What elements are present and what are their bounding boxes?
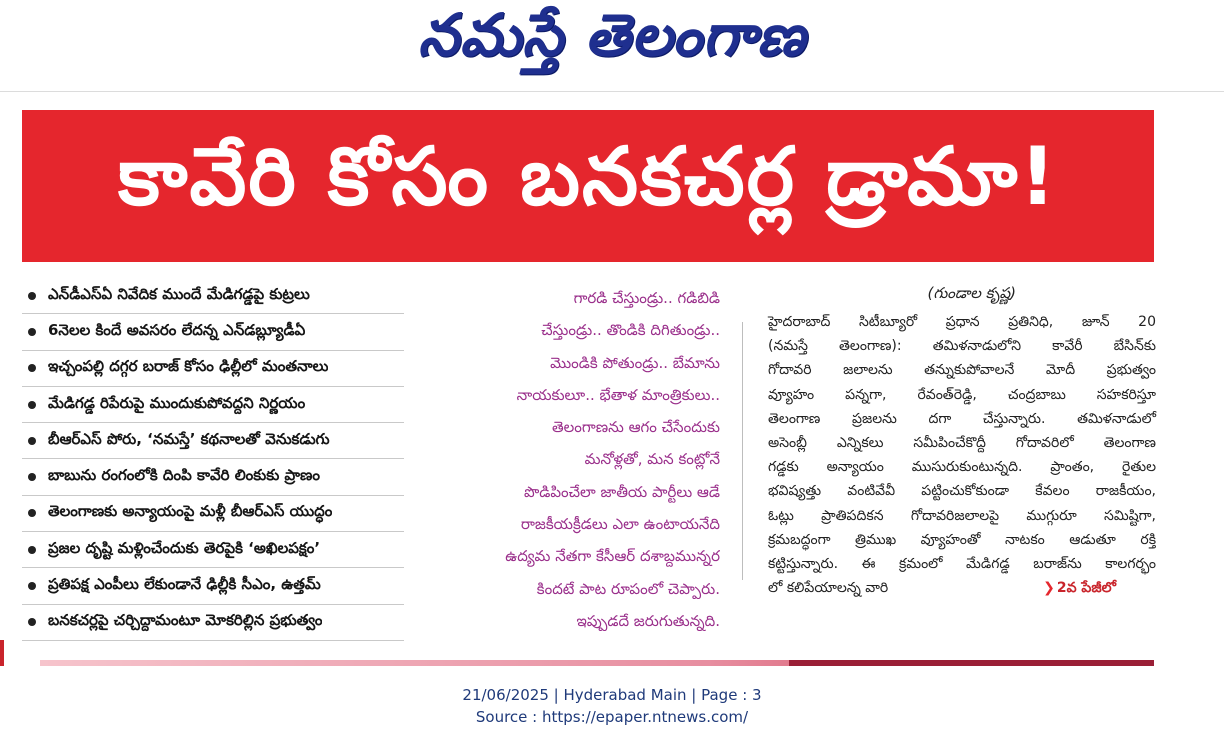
bullet-icon [28,582,36,590]
edition-info: 21/06/2025 | Hyderabad Main | Page : 3 [462,686,762,704]
byline: (గుండాల కృష్ణ) [927,284,1016,302]
highlight-item [22,278,404,314]
highlight-item [22,314,404,350]
poem-line: పొడిపించేలా జాతీయ పార్టీలు ఆడే [523,482,720,501]
bullet-icon [28,292,36,300]
poem-line: కిందటే పాట రూపంలో చెప్పారు. [536,579,720,598]
article-line: అసెంబ్లీ ఎన్నికలు సమీపించేకొద్దీ గోదావరిలో తెలంగాణ [768,435,1156,452]
highlight-text: తెలంగాణకు అన్యాయంపై మళ్లీ బీఆర్‌ఎస్ యుద్ధం [48,502,333,521]
article-line: క్రమబద్ధంగా త్రిముఖ వ్యూహంతో నాటకం ఆడుతూ రక్తి [768,531,1156,548]
masthead-title: నమస్తే తెలంగాణ [418,0,806,69]
bullet-icon [28,437,36,445]
highlight-text: ఇచ్చంపల్లి దగ్గర బరాజ్ కోసం ఢిల్లీలో మంతనాలు [48,357,329,376]
source-link[interactable]: Source : https://epaper.ntnews.com/ [475,708,749,726]
highlight-item [22,496,404,532]
poem-line: తెలంగాణను ఆగం చేసేందుకు [551,418,720,437]
highlight-text: బనకచర్లపై చర్చిద్దామంటూ మోకరిల్లిన ప్రభుత్వం [48,611,323,630]
edge-marker [0,640,4,666]
bullet-icon [28,473,36,481]
poem-line: రాజకీయక్రీడలు ఎలా ఉంటాయనేది [520,515,720,534]
article-line: లో కలిపేయాలన్న వారి [768,580,889,597]
article-line: భవిష్యత్తు వంటివేవీ పట్టించుకోకుండా కేవలం రాజకీయం, [768,483,1156,500]
article-line: తెలంగాణ ప్రజలను దగా చేస్తున్నారు. తమిళనాడులో [768,410,1156,427]
bullet-icon [28,364,36,372]
highlight-item [22,605,404,641]
continued-link[interactable] [1043,576,1116,600]
highlight-text: 6నెలల కిందే అవసరం లేదన్న ఎన్‌డబ్ల్యూడీఏ [48,320,306,339]
bullet-icon [28,401,36,409]
headline-banner [22,110,1154,262]
poem-line: గారడి చేస్తుండ్రు.. గడిబిడి [573,289,720,307]
article-body [768,284,1156,600]
article-line: (నమస్తే తెలంగాణ): తమిళనాడులోని కావేరీ బేసిన్‌కు [768,338,1156,355]
poem-quote [420,282,720,637]
highlight-item [22,568,404,604]
poem-line: ఇప్పుడదే జరుగుతున్నది. [576,611,720,630]
highlight-text: బీఆర్‌ఎస్ పోరు, ‘నమస్తే’ కథనాలతో వెనుకడుగు [48,429,330,448]
footer-accent-dark [789,660,1154,666]
highlight-item [22,532,404,568]
highlight-text: ప్రజల దృష్టి మళ్లించేందుకు తెరపైకి ‘అఖిలపక్షం’ [48,538,321,557]
bullet-icon [28,618,36,626]
article-line: వ్యూహం పన్నగా, రేవంత్‌రెడ్డి, చంద్రబాబు సహకరిస్తూ [768,386,1156,403]
page-footer [0,684,1224,728]
highlight-item [22,459,404,495]
poem-line: ఉద్యమ నేతగా కేసీఆర్ దశాబ్దమున్నర [505,547,720,566]
poem-line: చేస్తుండ్రు.. తొండికి దిగితుండ్రు.. [541,321,720,340]
poem-line: మొండికి పోతుండ్రు.. బేమాను [550,353,720,372]
bullet-icon [28,546,36,554]
masthead-divider [0,91,1224,92]
continued-label: 2వ పేజీలో [1056,580,1116,597]
article-line: హైదరాబాద్ సిటీబ్యూరో ప్రధాన ప్రతినిధి, జూన్ 20 [768,314,1156,330]
headline-text: కావేరి కోసం బనకచర్ల డ్రామా! [118,129,1058,223]
poem-line: నాయకులూ.. భేతాళ మాంత్రికులు.. [516,385,720,404]
poem-line: మనోళ్లతో, మన కంట్లోనే [584,450,720,469]
highlights-list [22,278,404,641]
article-line: ఓట్లు ప్రాతిపదికన గోదావరిజలాలపై ముగ్గురూ సమిష్టిగా, [768,507,1156,524]
highlight-text: బాబును రంగంలోకి దింపి కావేరి లింకుకు ప్రాణం [48,466,320,485]
article-line: కట్టిస్తున్నారు. ఈ క్రమంలో మేడిగడ్డ బరాజ్‌ను కాలగర్భం [768,556,1156,573]
highlight-item [22,351,404,387]
bullet-icon [28,509,36,517]
arrow-icon: ❯ [1043,580,1055,597]
footer-accent-bar [40,660,1154,666]
highlight-item [22,423,404,459]
newspaper-masthead [0,2,1224,82]
highlight-text: ప్రతిపక్ష ఎంపీలు లేకుండానే ఢిల్లీకి సీఎం, ఉత్తమ్ [48,575,321,594]
highlight-text: ఎన్‌డీఎస్‌ఏ నివేదిక ముందే మేడిగడ్డపై కుట్రలు [48,284,310,303]
article-line: గోదావరి జలాలను తన్నుకుపోవాలనే మోదీ ప్రభుత్వం [768,362,1156,379]
bullet-icon [28,328,36,336]
column-divider [742,322,743,580]
highlight-item [22,387,404,423]
highlight-text: మేడిగడ్డ రిపేరుపై ముందుకుపోవద్దని నిర్ణయం [48,393,306,412]
article-line: గడ్డకు అన్యాయం ముసురుకుంటున్నది. ప్రాంతం, రైతుల [768,459,1156,476]
article-last-line [768,576,1156,600]
